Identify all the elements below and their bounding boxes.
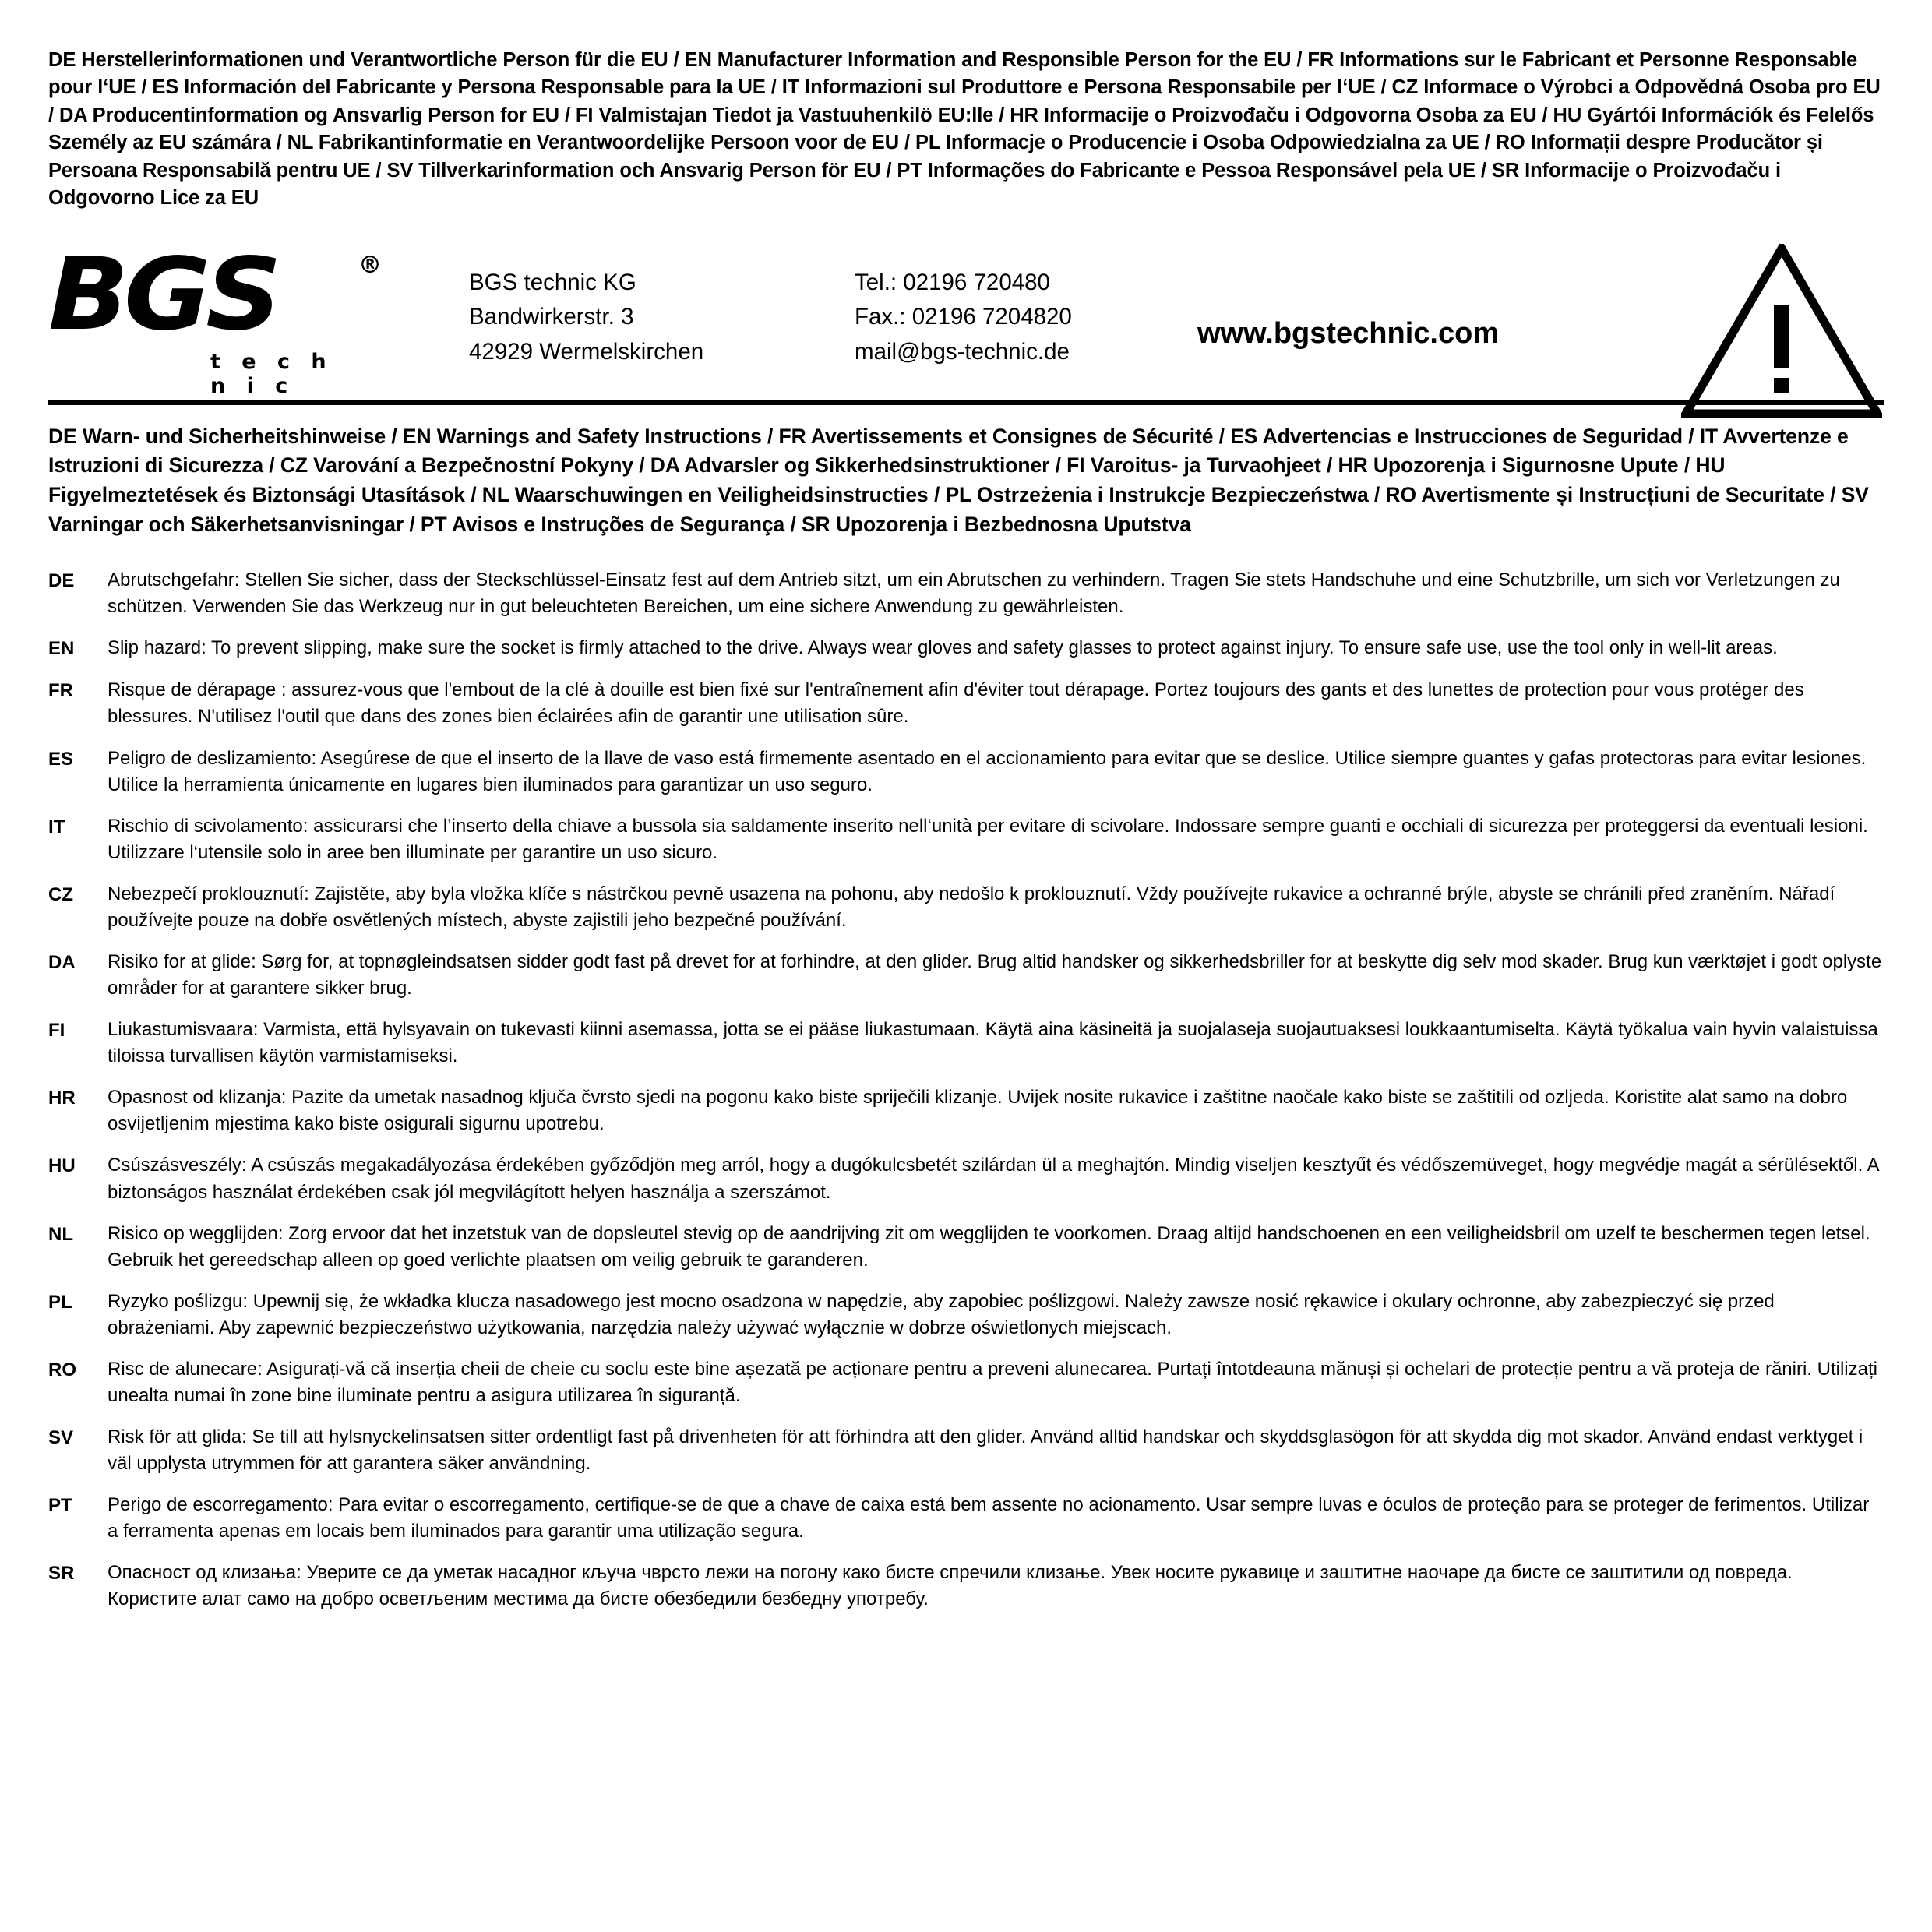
company-header xyxy=(48,233,1884,405)
language-code: NL xyxy=(48,1223,73,1245)
list-item xyxy=(48,813,1884,866)
list-item xyxy=(48,1152,1884,1205)
address-line-1: BGS technic KG xyxy=(469,269,636,295)
language-code: EN xyxy=(48,638,75,660)
registered-trademark-icon: ® xyxy=(358,251,382,279)
instruction-text: Risico op wegglijden: Zorg ervoor dat het inzetstuk van de dopsleutel stevig op de aandrijving zit om wegglijden te voorkomen. Draag altijd handschoenen en een veiligheidsbril om uzelf te beschermen tegen letsel. Gebruik het gereedschap alleen op goed verlichte plaatsen om veilig gebruik te garanderen. xyxy=(108,1222,1870,1271)
instruction-text: Risk för att glida: Se till att hylsnyckelinsatsen sitter ordentligt fast på drivenheten för att förhindra att den glider. Använd alltid handskar och skyddsglasögon för att skydda dig mot skador. Använd endast verktyget i väl upplysta utrymmen för att garantera säker användning. xyxy=(108,1426,1863,1475)
instruction-text: Опасност од клизања: Уверите се да уметак насадног кључа чврсто лежи на погону како бисте спречили клизање. Увек носите рукавице и заштитне наочаре да бисте се заштитили од повреда. Користите алат само на добро осветљеним местима да бисте обезбедили безбедну употребу. xyxy=(108,1562,1793,1610)
language-code: CZ xyxy=(48,883,73,905)
website-url[interactable]: www.bgstechnic.com xyxy=(1197,316,1500,350)
instruction-text: Liukastumisvaara: Varmista, että hylsyavain on tukevasti kiinni asemassa, jotta se ei pääse liukastumaan. Käytä aina käsineitä ja suojalaseja suojautuaksesi loukkaantumiselta. Käytä työkalua vain hyvin valaistuissa tiloissa turvallisen käytön varmistamiseksi. xyxy=(108,1019,1878,1067)
list-item xyxy=(48,1492,1884,1545)
telephone-line: Tel.: 02196 720480 xyxy=(855,269,1050,295)
language-code: HR xyxy=(48,1088,76,1109)
language-code: RO xyxy=(48,1359,76,1380)
instruction-text: Perigo de escorregamento: Para evitar o escorregamento, certifique-se de que a chave de caixa está bem assente no acionamento. Usar sempre luvas e óculos de proteção para se proteger de ferimentos. Utilizar a ferramenta apenas em locais bem iluminados para garantir uma utilização segura. xyxy=(108,1494,1870,1542)
instruction-text: Peligro de deslizamiento: Asegúrese de que el inserto de la llave de vaso está firmemente asentado en el accionamiento para evitar que se deslice. Utilice siempre guantes y gafas protectoras para evitar lesiones. Utilice la herramienta únicamente en lugares bien iluminados para garantizar un uso seguro. xyxy=(108,747,1867,795)
email-line: mail@bgs-technic.de xyxy=(855,339,1070,365)
language-code: DA xyxy=(48,951,76,973)
language-code: IT xyxy=(48,816,65,837)
instruction-text: Risiko for at glide: Sørg for, at topnøgleindsatsen sidder godt fast på drevet for at forhindre, at den glider. Brug altid handsker og sikkerhedsbriller for at beskytte dig selv mod skader. Brug kun værktøjet i godt oplyste områder for at garantere sikker brug. xyxy=(108,950,1882,999)
list-item xyxy=(48,1356,1884,1409)
list-item xyxy=(48,567,1884,620)
company-contact xyxy=(855,266,1072,370)
list-item xyxy=(48,635,1884,662)
instructions-list xyxy=(48,567,1884,1613)
list-item xyxy=(48,1017,1884,1070)
list-item xyxy=(48,746,1884,799)
instruction-text: Abrutschgefahr: Stellen Sie sicher, dass der Steckschlüssel-Einsatz fest auf dem Antrieb sitzt, um ein Abrutschen zu verhindern. Tragen Sie stets Handschuhe und eine Schutzbrille, um sich vor Verletzungen zu schützen. Verwenden Sie das Werkzeug nur in gut beleuchteten Bereichen, um eine sichere Anwendung zu gewährleisten. xyxy=(108,569,1840,618)
logo-wordmark: BGS xyxy=(48,236,277,353)
fax-line: Fax.: 02196 7204820 xyxy=(855,304,1072,330)
language-code: FI xyxy=(48,1020,65,1042)
list-item xyxy=(48,881,1884,934)
warning-triangle-icon xyxy=(1681,244,1882,418)
language-code: SR xyxy=(48,1563,75,1585)
address-line-2: Bandwirkerstr. 3 xyxy=(469,304,634,330)
list-item xyxy=(48,1289,1884,1341)
instruction-text: Ryzyko poślizgu: Upewnij się, że wkładka klucza nasadowego jest mocno osadzona w napędzie, aby zapobiec poślizgowi. Należy zawsze nosić rękawice i okulary ochronne, aby zabezpieczyć się przed obrażeniami. Aby zapewnić bezpieczeństwo użytkowania, narzędzia należy używać wyłącznie w dobrze oświetlonych miejscach. xyxy=(108,1290,1775,1338)
address-line-3: 42929 Wermelskirchen xyxy=(469,339,704,365)
list-item xyxy=(48,1084,1884,1137)
list-item xyxy=(48,1221,1884,1274)
language-code: SV xyxy=(48,1427,74,1449)
instruction-text: Nebezpečí proklouznutí: Zajistěte, aby byla vložka klíče s nástrčkou pevně usazena na pohonu, aby nedošlo k proklouznutí. Vždy používejte rukavice a ochranné brýle, abyste se chránili před zraněním. Nářadí používejte pouze na dobře osvětlených místech, abyste zajistili jeho bezpečné používání. xyxy=(108,883,1835,931)
page-title: DE Herstellerinformationen und Verantwortliche Person für die EU / EN Manufacturer Information and Responsible Person for the EU / FR Informations sur le Fabricant et Personne Responsable pour l‘UE / ES Información del Fabricante y Persona Responsable para la UE / IT Informazioni sul Produttore e Persona Responsabile per l‘UE / CZ Informace o Výrobci a Odpovědná Osoba pro EU / DA Producentinformation og Ansvarlig Person for EU / FI Valmistajan Tiedot ja Vastuuhenkilö EU:lle / HR Informacije o Proizvođaču i Odgovorna Osoba za EU / HU Gyártói Információk és Felelős Személy az EU számára / NL Fabrikantinformatie en Verantwoordelijke Persoon voor de EU / PL Informacje o Producencie i Osoba Odpowiedzialna za UE / RO Informații despre Producător și Persoana Responsabilă pentru UE / SV Tillverkarinformation och Ansvarig Person för EU / PT Informações do Fabricante e Pessoa Responsável pela UE / SR Informacije o Proizvođaču i Odgovorno Lice za EU xyxy=(48,49,1881,210)
instruction-text: Opasnost od klizanja: Pazite da umetak nasadnog ključa čvrsto sjedi na pogonu kako biste spriječili klizanje. Uvijek nosite rukavice i zaštitne naočale kako biste se zaštitili od ozljeda. Koristite alat samo na dobro osvijetljenim mjestima kako biste osigurali sigurnu upotrebu. xyxy=(108,1087,1848,1135)
bgs-logo xyxy=(48,236,382,398)
list-item xyxy=(48,677,1884,730)
company-address xyxy=(469,266,703,370)
instruction-text: Risc de alunecare: Asigurați-vă că inserția cheii de cheie cu soclu este bine așezată pe acționare pentru a preveni alunecarea. Purtați întotdeauna mănuși și ochelari de protecție pentru a vă proteja de răniri. Utilizați unealta numai în zone bine iluminate pentru a asigura utilizarea în siguranță. xyxy=(108,1358,1877,1406)
language-code: DE xyxy=(48,570,75,592)
list-item xyxy=(48,949,1884,1002)
instruction-text: Slip hazard: To prevent slipping, make sure the socket is firmly attached to the drive. Always wear gloves and safety glasses to protect against injury. To ensure safe use, use the tool only in well-lit areas. xyxy=(108,637,1778,659)
language-code: PL xyxy=(48,1291,72,1313)
logo-subtitle: t e c h n i c xyxy=(210,349,333,398)
language-code: FR xyxy=(48,680,73,702)
warnings-heading: DE Warn- und Sicherheitshinweise / EN Warnings and Safety Instructions / FR Avertissements et Consignes de Sécurité / ES Advertencias e Instrucciones de Seguridad / IT Avvertenze e Istruzioni di Sicurezza / CZ Varování a Bezpečnostní Pokyny / DA Advarsler og Sikkerhedsinstruktioner / FI Varoitus- ja Turvaohjeet / HR Upozorenja i Sigurnosne Upute / HU Figyelmeztetések és Biztonsági Utasítások / NL Waarschuwingen en Veiligheidsinstructies / PL Ostrzeżenia i Instrukcje Bezpieczeństwa / RO Avertismente și Instrucțiuni de Securitate / SV Varningar och Säkerhetsanvisningar / PT Avisos e Instruções de Segurança / SR Upozorenja i Bezbednosna Uputstva xyxy=(48,424,1869,536)
language-code: PT xyxy=(48,1495,72,1517)
list-item xyxy=(48,1560,1884,1613)
instruction-text: Rischio di scivolamento: assicurarsi che l’inserto della chiave a bussola sia saldamente inserito nell‘unità per evitare di scivolare. Indossare sempre guanti e occhiali di sicurezza per proteggersi da eventuali lesioni. Utilizzare l‘utensile solo in aree ben illuminate per garantire un uso sicuro. xyxy=(108,815,1868,863)
language-code: ES xyxy=(48,748,74,770)
language-code: HU xyxy=(48,1155,76,1177)
list-item xyxy=(48,1424,1884,1477)
instruction-text: Csúszásveszély: A csúszás megakadályozása érdekében győződjön meg arról, hogy a dugókulcsbetét szilárdan ül a meghajtón. Mindig viseljen kesztyűt és védőszemüveget, hogy megvédje magát a sérülésektől. A biztonságos használat érdekében csak jól megvilágított helyen használja a szerszámot. xyxy=(108,1155,1879,1203)
instruction-text: Risque de dérapage : assurez-vous que l'embout de la clé à douille est bien fixé sur l'entraînement afin d'éviter tout dérapage. Portez toujours des gants et des lunettes de protection pour vous protéger des blessures. N'utilisez l'outil que dans des zones bien éclairées afin de garantir une utilisation sûre. xyxy=(108,679,1804,728)
